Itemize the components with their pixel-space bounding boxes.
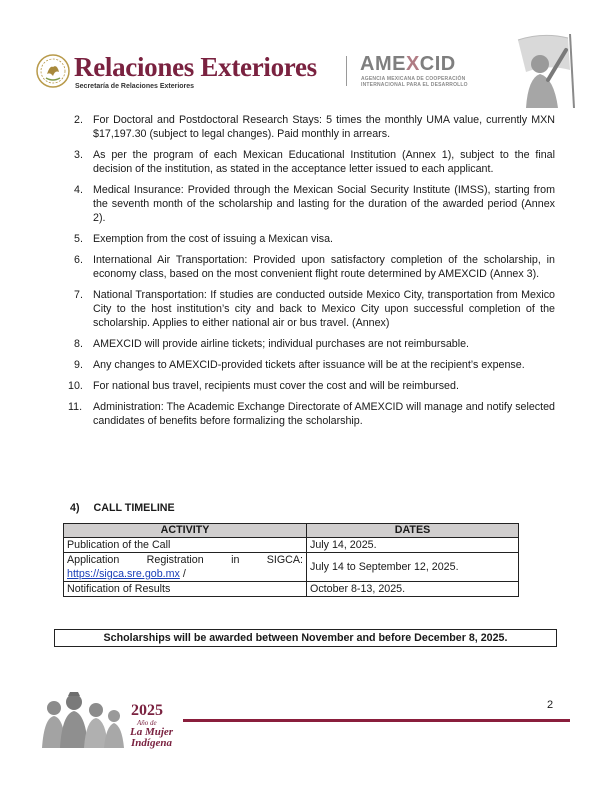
list-item (70, 113, 555, 141)
table-cell-date: July 14 to September 12, 2025. (307, 553, 519, 582)
list-item-number: 3. (74, 149, 83, 161)
list-item-text: AMEXCID will provide airline tickets; individual purchases are not reimbursable. (93, 338, 470, 350)
list-item (70, 400, 555, 428)
table-row (64, 553, 519, 582)
timeline-table (63, 523, 519, 597)
list-item-number: 11. (68, 401, 83, 413)
amexcid-subtitle: AGENCIA MEXICANA DE COOPERACIÓN INTERNACIONAL PARA EL DESARROLLO (361, 76, 468, 88)
list-item-text: National Transportation: If studies are conducted outside Mexico City, transportation from Mexico City to the host institution’s city and back to Mexico City upon successful completion of the scholarship. Applies to either national air or bus travel. (Annex) (93, 289, 555, 329)
column-header-dates: DATES (307, 524, 519, 538)
list-item (70, 183, 555, 225)
registration-link-line (67, 567, 303, 581)
table-cell-date: October 8-13, 2025. (307, 582, 519, 597)
list-item-text: For national bus travel, recipients must cover the cost and will be reimbursed. (93, 380, 459, 392)
brand-title: Relaciones Exteriores (74, 52, 317, 82)
brand-subtitle: Secretaría de Relaciones Exteriores (75, 83, 195, 90)
list-item-number: 8. (74, 338, 83, 350)
list-item-text: For Doctoral and Postdoctoral Research Stays: 5 times the monthly UMA value, currently MXN $17,197.30 (subject to legal changes). Paid monthly in arrears. (93, 114, 555, 140)
year-line-2: Indígena (131, 737, 172, 749)
indigenous-women-illustration (40, 688, 125, 748)
section-title: CALL TIMELINE (93, 502, 175, 514)
table-header-row (64, 524, 519, 538)
year-sub-label: Año de (137, 719, 157, 727)
list-item-text: International Air Transportation: Provided upon satisfactory completion of the scholarship, in economy class, based on the most convenient flight route determined by AMEXCID (Annex 3). (93, 254, 555, 280)
sigca-link[interactable]: https://sigca.sre.gob.mx (67, 568, 180, 580)
list-item-text: Exemption from the cost of issuing a Mexican visa. (93, 233, 333, 245)
list-item (70, 379, 555, 393)
list-item (70, 232, 555, 246)
link-suffix: / (179, 568, 186, 580)
page-number: 2 (547, 699, 554, 711)
table-cell-activity: Publication of the Call (64, 538, 307, 553)
year-line-1: La Mujer (130, 726, 174, 738)
amexcid-logo-x: X (405, 53, 420, 75)
table-row (64, 538, 519, 553)
list-item-text: Medical Insurance: Provided through the Mexican Social Security Institute (IMSS), starting from the seventh month of the scholarship and lasting for the duration of the awarded period (Annex 2). (93, 184, 555, 224)
section-heading (70, 502, 175, 514)
amexcid-logo-suffix: CID (419, 53, 456, 75)
list-item (70, 358, 555, 372)
list-item-text: Administration: The Academic Exchange Directorate of AMEXCID will manage and notify selected candidates of benefits before formalizing the scholarship. (93, 401, 555, 427)
list-item-number: 10. (68, 380, 83, 392)
table-cell-activity (64, 553, 307, 582)
list-item-number: 7. (74, 289, 83, 301)
table-cell-date: July 14, 2025. (307, 538, 519, 553)
year-label: 2025 (131, 702, 163, 719)
amexcid-logo (360, 53, 456, 76)
list-item-text: Any changes to AMEXCID-provided tickets after issuance will be at the recipient’s expense. (93, 359, 525, 371)
list-item-number: 2. (74, 114, 83, 126)
list-item-number: 9. (74, 359, 83, 371)
section-number: 4) (70, 502, 80, 514)
page-header (0, 0, 610, 100)
list-item (70, 288, 555, 330)
list-item (70, 337, 555, 351)
list-item (70, 253, 555, 281)
flag-woman-image (498, 30, 578, 108)
list-item-number: 6. (74, 254, 83, 266)
column-header-activity: ACTIVITY (64, 524, 307, 538)
table-cell-activity: Notification of Results (64, 582, 307, 597)
list-item-text: As per the program of each Mexican Educational Institution (Annex 1), subject to the final decision of the institution, as stated in the acceptance letter issued to each applicant. (93, 149, 555, 175)
header-divider (346, 56, 347, 86)
registration-label: Application Registration in SIGCA: (67, 554, 303, 566)
table-row (64, 582, 519, 597)
list-item (70, 148, 555, 176)
award-note-box: Scholarships will be awarded between November and before December 8, 2025. (54, 629, 557, 647)
list-item-number: 5. (74, 233, 83, 245)
mexico-seal-icon (36, 54, 70, 88)
amexcid-logo-prefix: AME (360, 53, 406, 75)
footer-bar (183, 719, 570, 722)
benefits-list (70, 113, 555, 428)
list-item-number: 4. (74, 184, 83, 196)
